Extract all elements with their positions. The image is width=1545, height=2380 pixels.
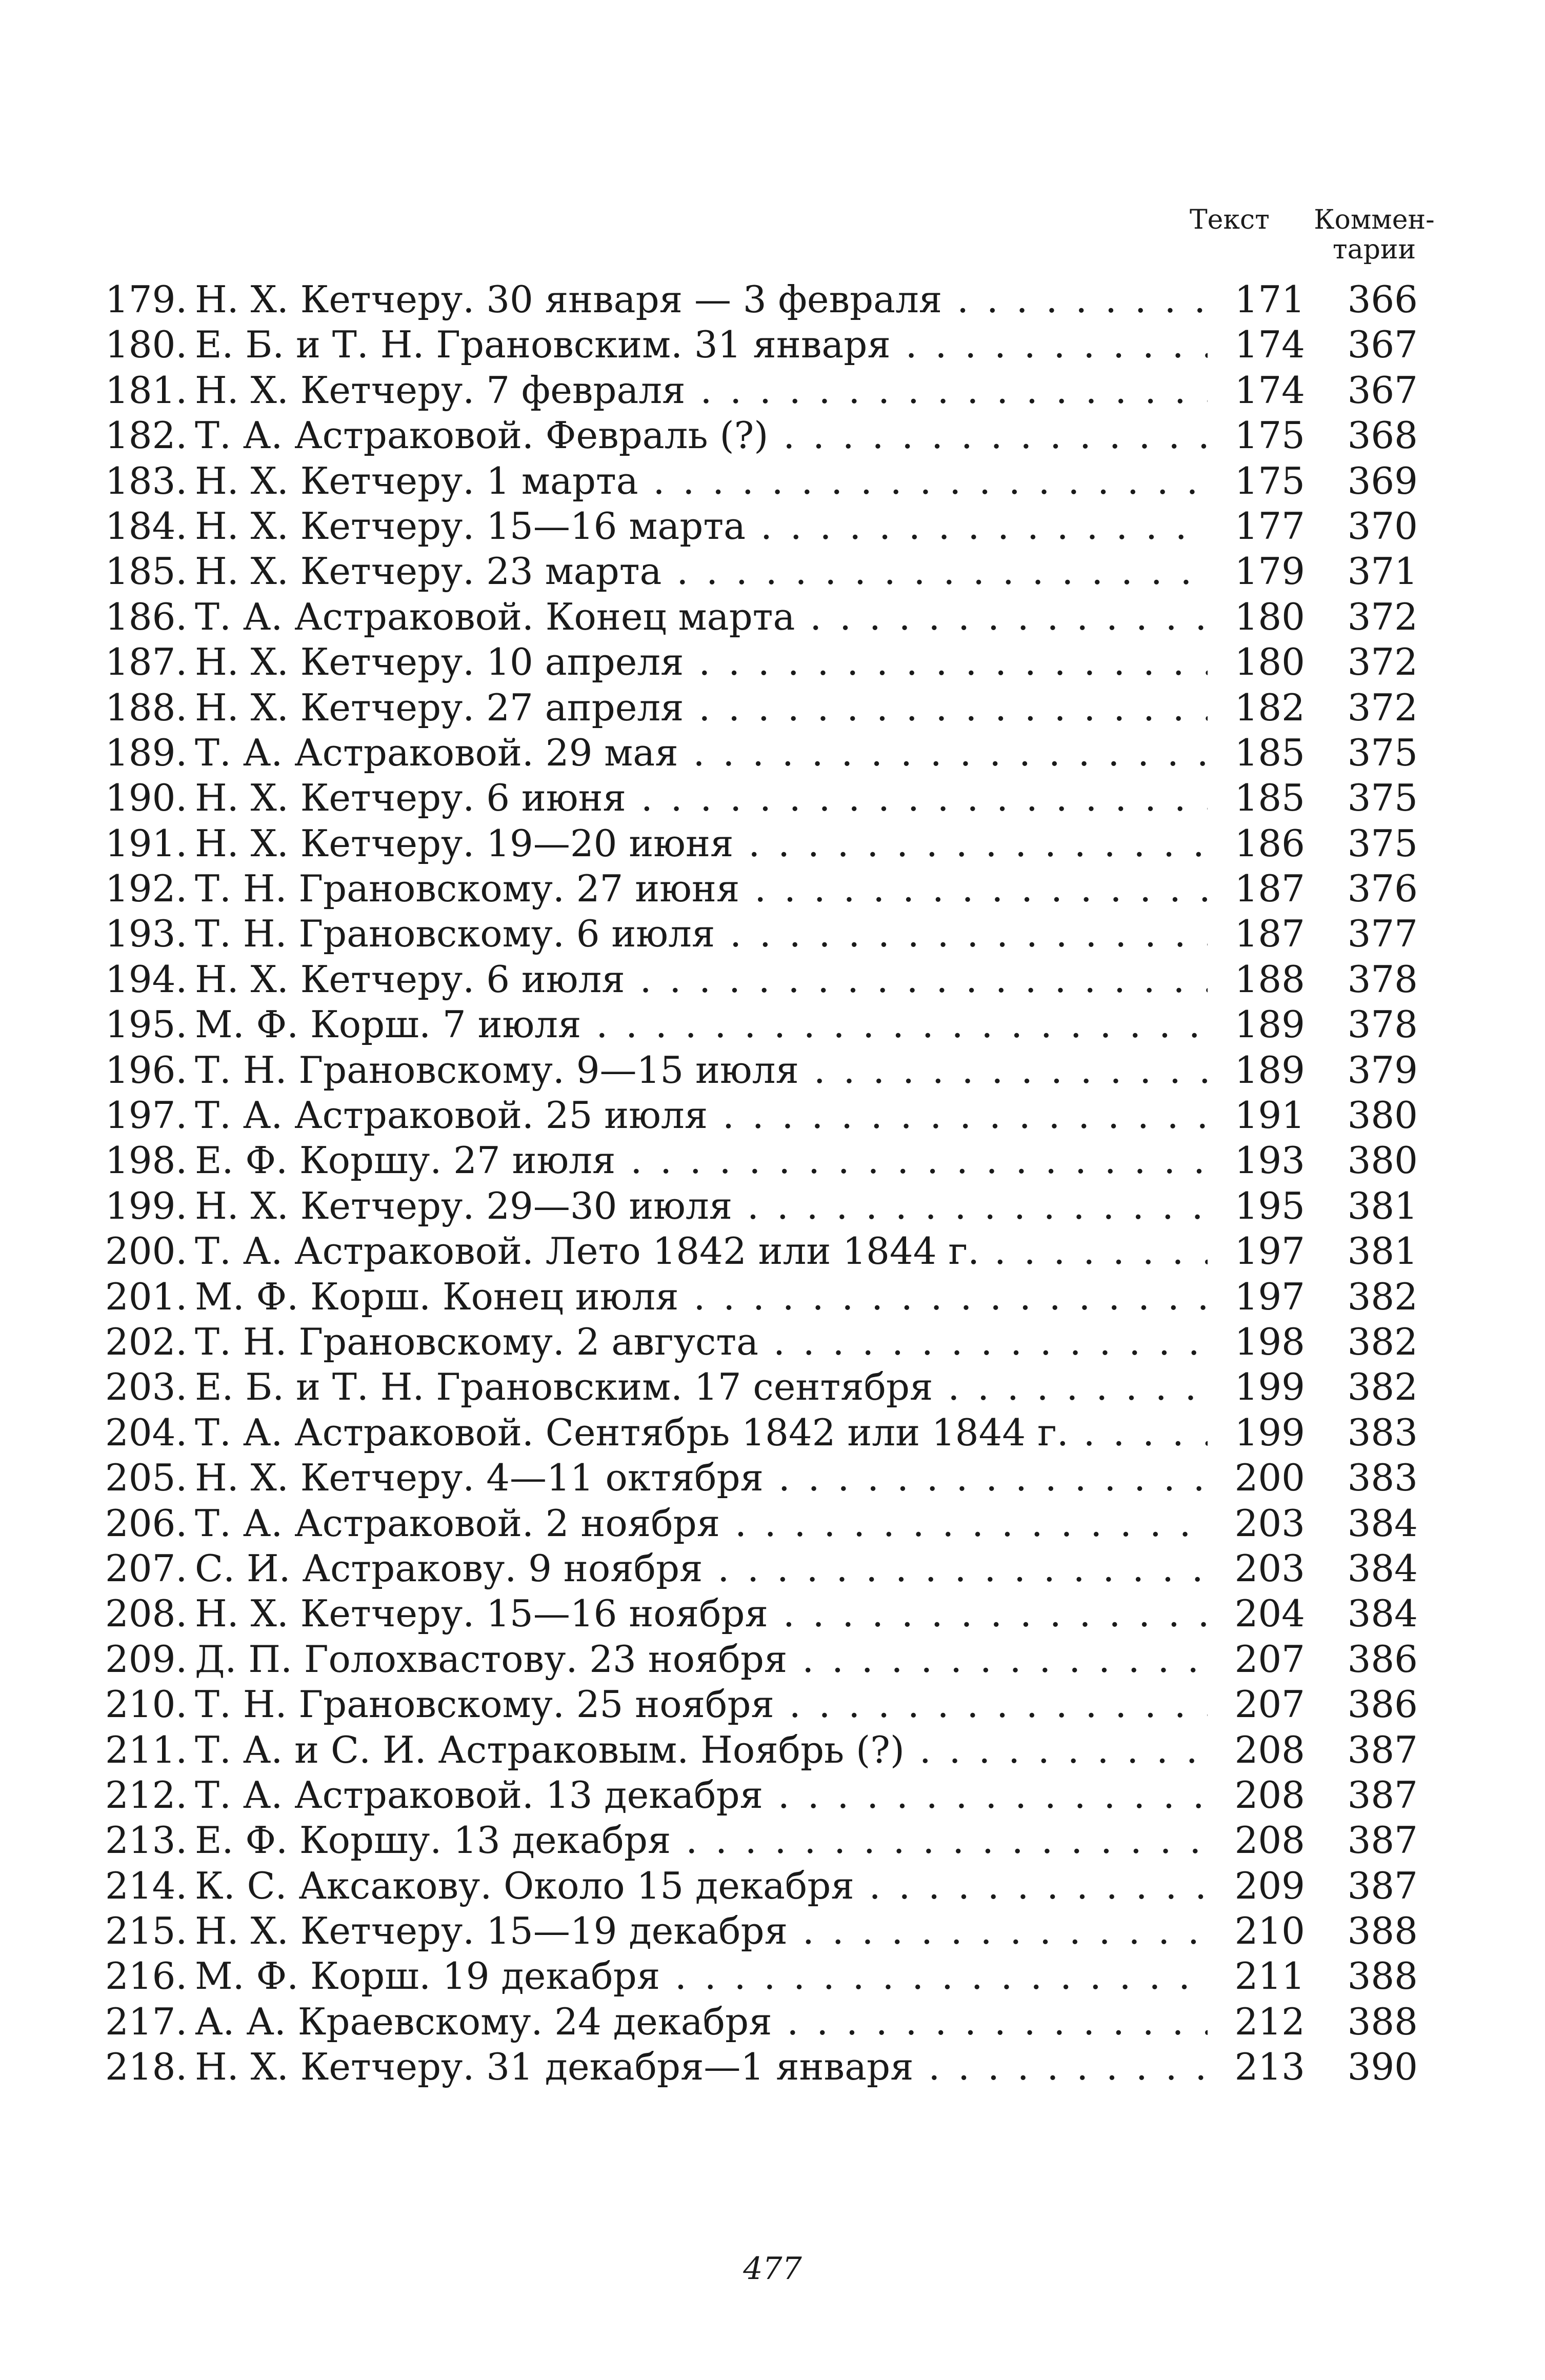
entry-comment-page: 386 [1347, 1683, 1418, 1726]
entry-number: 207. [105, 1546, 188, 1590]
toc-entry [105, 1501, 1418, 1546]
toc-entry [105, 775, 1418, 820]
entry-number: 215. [105, 1909, 188, 1953]
entry-text-page: 208 [1208, 1772, 1305, 1818]
entry-title: Н. X. Кетчеру. 1 марта . . . [195, 458, 1261, 503]
toc-entry [105, 1682, 1418, 1727]
entry-number: 212. [105, 1773, 188, 1817]
entry-text-page: 212 [1208, 1999, 1305, 2044]
entry-title: Т. А. Астраковой. 25 июля . . . [195, 1093, 1261, 1138]
entry-number: 186. [105, 595, 188, 638]
entry-comment-page: 381 [1347, 1184, 1418, 1227]
entry-comment-page: 370 [1347, 504, 1418, 548]
entry-text-page: 207 [1208, 1682, 1305, 1727]
entry-number: 202. [105, 1320, 188, 1363]
entry-comment-page: 377 [1347, 912, 1418, 956]
entry-number: 194. [105, 957, 188, 1001]
entry-comment-page: 386 [1347, 1637, 1418, 1681]
toc-entry [105, 1319, 1418, 1364]
entry-number: 211. [105, 1728, 188, 1771]
entry-number: 182. [105, 414, 188, 457]
entry-title: Т. А. Астраковой. 29 мая . . . [195, 730, 1261, 775]
entry-title: Е. Ф. Коршу. 13 декабря . . . [195, 1818, 1261, 1863]
toc-entry [105, 1591, 1418, 1636]
entry-number: 216. [105, 1954, 188, 1998]
column-header-comments: Коммен- тарии [1314, 205, 1435, 265]
entry-text-page: 203 [1208, 1501, 1305, 1546]
entry-comment-page: 387 [1347, 1819, 1418, 1862]
toc-entry [105, 1546, 1418, 1591]
entry-text-page: 182 [1208, 685, 1305, 730]
entry-number: 183. [105, 459, 188, 502]
entry-text-page: 180 [1208, 639, 1305, 684]
entry-text-page: 199 [1208, 1410, 1305, 1455]
entry-text-page: 179 [1208, 549, 1305, 594]
entry-number: 204. [105, 1410, 188, 1454]
entry-number: 189. [105, 731, 188, 774]
entry-comment-page: 375 [1347, 731, 1418, 774]
entry-title: Т. Н. Грановскому. 25 ноября . . . [195, 1682, 1261, 1727]
toc-entry [105, 1138, 1418, 1183]
entry-comment-page: 375 [1347, 776, 1418, 820]
entry-title: Т. Н. Грановскому. 2 августа . . . [195, 1319, 1261, 1364]
column-header-text: Текст [1190, 205, 1270, 235]
entry-comment-page: 379 [1347, 1048, 1418, 1092]
entry-comment-page: 375 [1347, 821, 1418, 865]
entry-text-page: 175 [1208, 458, 1305, 503]
entry-comment-page: 380 [1347, 1094, 1418, 1137]
entry-title: Е. Ф. Коршу. 27 июля . . . [195, 1138, 1261, 1183]
toc-entry [105, 594, 1418, 639]
toc-entry [105, 322, 1418, 367]
entry-text-page: 200 [1208, 1455, 1305, 1500]
entry-comment-page: 383 [1347, 1456, 1418, 1500]
entry-number: 187. [105, 640, 188, 684]
toc-entry [105, 821, 1418, 866]
entry-text-page: 203 [1208, 1546, 1305, 1591]
entry-title: Н. X. Кетчеру. 30 января — 3 февраля . . . [195, 277, 1261, 322]
entry-title: Т. А. Астраковой. 13 декабря . . . [195, 1772, 1261, 1818]
entry-title: Т. А. Астраковой. Сентябрь 1842 или 1844 г. . . . [195, 1410, 1261, 1455]
entry-number: 184. [105, 504, 188, 548]
entry-text-page: 174 [1208, 322, 1305, 367]
toc-entry [105, 1818, 1418, 1863]
entry-number: 218. [105, 2045, 188, 2089]
entry-comment-page: 367 [1347, 323, 1418, 367]
entry-title: Т. А. Астраковой. Конец марта . . . [195, 594, 1261, 639]
toc-entry [105, 685, 1418, 730]
toc-entry [105, 730, 1418, 775]
entry-number: 195. [105, 1003, 188, 1046]
entry-text-page: 195 [1208, 1183, 1305, 1228]
entry-number: 210. [105, 1683, 188, 1726]
entry-comment-page: 380 [1347, 1139, 1418, 1182]
entry-title: Д. П. Голохвастову. 23 ноября . . . [195, 1637, 1261, 1682]
toc-entry [105, 503, 1418, 549]
entry-text-page: 187 [1208, 911, 1305, 956]
entry-comment-page: 368 [1347, 414, 1418, 457]
entry-text-page: 193 [1208, 1138, 1305, 1183]
entry-comment-page: 378 [1347, 957, 1418, 1001]
entry-text-page: 189 [1208, 1047, 1305, 1093]
entry-number: 206. [105, 1501, 188, 1545]
entry-number: 190. [105, 776, 188, 820]
entry-title: Т. Н. Грановскому. 6 июля . . . [195, 911, 1261, 956]
entry-title: Н. X. Кетчеру. 15—16 марта . . . [195, 503, 1261, 549]
entry-comment-page: 387 [1347, 1864, 1418, 1907]
entry-title: К. С. Аксакову. Около 15 декабря . . . [195, 1863, 1261, 1908]
entry-text-page: 185 [1208, 775, 1305, 820]
entry-text-page: 175 [1208, 413, 1305, 458]
entry-number: 196. [105, 1048, 188, 1092]
entry-title: М. Ф. Корш. 7 июля . . . [195, 1002, 1261, 1047]
entry-text-page: 213 [1208, 2044, 1305, 2089]
entry-comment-page: 384 [1347, 1501, 1418, 1545]
entry-comment-page: 372 [1347, 595, 1418, 638]
entry-number: 181. [105, 368, 188, 412]
entry-title: Н. X. Кетчеру. 10 апреля . . . [195, 639, 1261, 684]
toc-entry [105, 1364, 1418, 1409]
entry-comment-page: 384 [1347, 1592, 1418, 1636]
entry-text-page: 198 [1208, 1319, 1305, 1364]
entry-title: Е. Б. и Т. Н. Грановским. 31 января . . . [195, 322, 1261, 367]
toc-entry [105, 1727, 1418, 1772]
entry-text-page: 177 [1208, 503, 1305, 549]
entry-title: Т. Н. Грановскому. 9—15 июля . . . [195, 1047, 1261, 1093]
entry-comment-page: 388 [1347, 2000, 1418, 2043]
entry-title: Н. X. Кетчеру. 23 марта . . . [195, 549, 1261, 594]
entry-comment-page: 367 [1347, 368, 1418, 412]
entry-title: А. А. Краевскому. 24 декабря . . . [195, 1999, 1261, 2044]
toc-entry [105, 1772, 1418, 1818]
toc-entry [105, 277, 1418, 322]
toc-entry [105, 639, 1418, 684]
entry-title: Т. Н. Грановскому. 27 июня . . . [195, 866, 1261, 911]
toc-entry [105, 866, 1418, 911]
toc-entry [105, 1183, 1418, 1228]
column-headers [1164, 195, 1451, 282]
entry-title: Н. X. Кетчеру. 27 апреля . . . [195, 685, 1261, 730]
toc-entry [105, 1455, 1418, 1500]
toc-entry [105, 957, 1418, 1002]
toc-entry [105, 911, 1418, 956]
entry-comment-page: 372 [1347, 640, 1418, 684]
toc-entry [105, 2044, 1418, 2089]
toc-entry [105, 1863, 1418, 1908]
entry-title: Н. X. Кетчеру. 31 декабря—1 января . . . [195, 2044, 1261, 2089]
entry-text-page: 204 [1208, 1591, 1305, 1636]
entry-number: 214. [105, 1864, 188, 1907]
entry-title: С. И. Астракову. 9 ноября . . . [195, 1546, 1261, 1591]
table-of-contents [105, 277, 1418, 2090]
entry-title: Т. А. Астраковой. Февраль (?) . . . [195, 413, 1261, 458]
entry-comment-page: 384 [1347, 1546, 1418, 1590]
toc-entry [105, 413, 1418, 458]
entry-text-page: 174 [1208, 368, 1305, 413]
entry-comment-page: 366 [1347, 278, 1418, 321]
toc-entry [105, 1093, 1418, 1138]
entry-text-page: 211 [1208, 1953, 1305, 1999]
entry-comment-page: 387 [1347, 1773, 1418, 1817]
entry-comment-page: 369 [1347, 459, 1418, 502]
entry-comment-page: 372 [1347, 685, 1418, 729]
entry-text-page: 210 [1208, 1908, 1305, 1953]
toc-entry [105, 458, 1418, 503]
entry-number: 198. [105, 1139, 188, 1182]
toc-entry [105, 368, 1418, 413]
entry-comment-page: 381 [1347, 1229, 1418, 1273]
entry-number: 213. [105, 1819, 188, 1862]
entry-text-page: 208 [1208, 1818, 1305, 1863]
entry-title: Н. X. Кетчеру. 19—20 июня . . . [195, 821, 1261, 866]
entry-title: Н. X. Кетчеру. 15—16 ноября . . . [195, 1591, 1261, 1636]
toc-entry [105, 1228, 1418, 1274]
entry-number: 188. [105, 685, 188, 729]
entry-comment-page: 383 [1347, 1410, 1418, 1454]
entry-text-page: 208 [1208, 1727, 1305, 1772]
entry-text-page: 207 [1208, 1637, 1305, 1682]
entry-number: 179. [105, 278, 188, 321]
entry-comment-page: 388 [1347, 1954, 1418, 1998]
toc-entry [105, 549, 1418, 594]
entry-text-page: 209 [1208, 1863, 1305, 1908]
entry-number: 205. [105, 1456, 188, 1500]
entry-number: 193. [105, 912, 188, 956]
entry-comment-page: 376 [1347, 867, 1418, 911]
entry-title: Т. А. и С. И. Астраковым. Ноябрь (?) . . . [195, 1727, 1261, 1772]
entry-number: 201. [105, 1275, 188, 1318]
entry-text-page: 197 [1208, 1274, 1305, 1319]
entry-text-page: 199 [1208, 1364, 1305, 1409]
entry-text-page: 189 [1208, 1002, 1305, 1047]
entry-number: 200. [105, 1229, 188, 1273]
entry-comment-page: 388 [1347, 1909, 1418, 1953]
entry-text-page: 197 [1208, 1228, 1305, 1274]
entry-comment-page: 390 [1347, 2045, 1418, 2089]
entry-number: 209. [105, 1637, 188, 1681]
toc-entry [105, 1410, 1418, 1455]
entry-title: Н. X. Кетчеру. 15—19 декабря . . . [195, 1908, 1261, 1953]
entry-comment-page: 382 [1347, 1320, 1418, 1363]
entry-text-page: 188 [1208, 957, 1305, 1002]
entry-title: Н. X. Кетчеру. 4—11 октября . . . [195, 1455, 1261, 1500]
entry-text-page: 171 [1208, 277, 1305, 322]
entry-title: Н. X. Кетчеру. 6 июля . . . [195, 957, 1261, 1002]
entry-title: Н. X. Кетчеру. 7 февраля . . . [195, 368, 1261, 413]
entry-number: 191. [105, 821, 188, 865]
toc-entry [105, 1999, 1418, 2044]
toc-entry [105, 1274, 1418, 1319]
toc-entry [105, 1953, 1418, 1999]
entry-title: М. Ф. Корш. 19 декабря . . . [195, 1953, 1261, 1999]
toc-entry [105, 1637, 1418, 1682]
entry-title: Т. А. Астраковой. Лето 1842 или 1844 г. . . . [195, 1228, 1261, 1274]
entry-comment-page: 387 [1347, 1728, 1418, 1771]
entry-title: Н. X. Кетчеру. 6 июня . . . [195, 775, 1261, 820]
entry-number: 217. [105, 2000, 188, 2043]
entry-comment-page: 382 [1347, 1275, 1418, 1318]
entry-text-page: 191 [1208, 1093, 1305, 1138]
entry-text-page: 186 [1208, 821, 1305, 866]
entry-number: 180. [105, 323, 188, 367]
entry-number: 199. [105, 1184, 188, 1227]
entry-number: 185. [105, 550, 188, 593]
entry-number: 197. [105, 1094, 188, 1137]
page-number: 477 [743, 2251, 802, 2287]
entry-text-page: 180 [1208, 594, 1305, 639]
entry-title: Н. X. Кетчеру. 29—30 июля . . . [195, 1183, 1261, 1228]
entry-comment-page: 371 [1347, 550, 1418, 593]
toc-entry [105, 1002, 1418, 1047]
entry-title: Е. Б. и Т. Н. Грановским. 17 сентября . . . [195, 1364, 1261, 1409]
entry-number: 208. [105, 1592, 188, 1636]
entry-number: 192. [105, 867, 188, 911]
entry-comment-page: 382 [1347, 1365, 1418, 1409]
entry-comment-page: 378 [1347, 1003, 1418, 1046]
entry-text-page: 185 [1208, 730, 1305, 775]
entry-title: Т. А. Астраковой. 2 ноября . . . [195, 1501, 1261, 1546]
entry-number: 203. [105, 1365, 188, 1409]
toc-entry [105, 1908, 1418, 1953]
entry-text-page: 187 [1208, 866, 1305, 911]
entry-title: М. Ф. Корш. Конец июля . . . [195, 1274, 1261, 1319]
toc-entry [105, 1047, 1418, 1093]
